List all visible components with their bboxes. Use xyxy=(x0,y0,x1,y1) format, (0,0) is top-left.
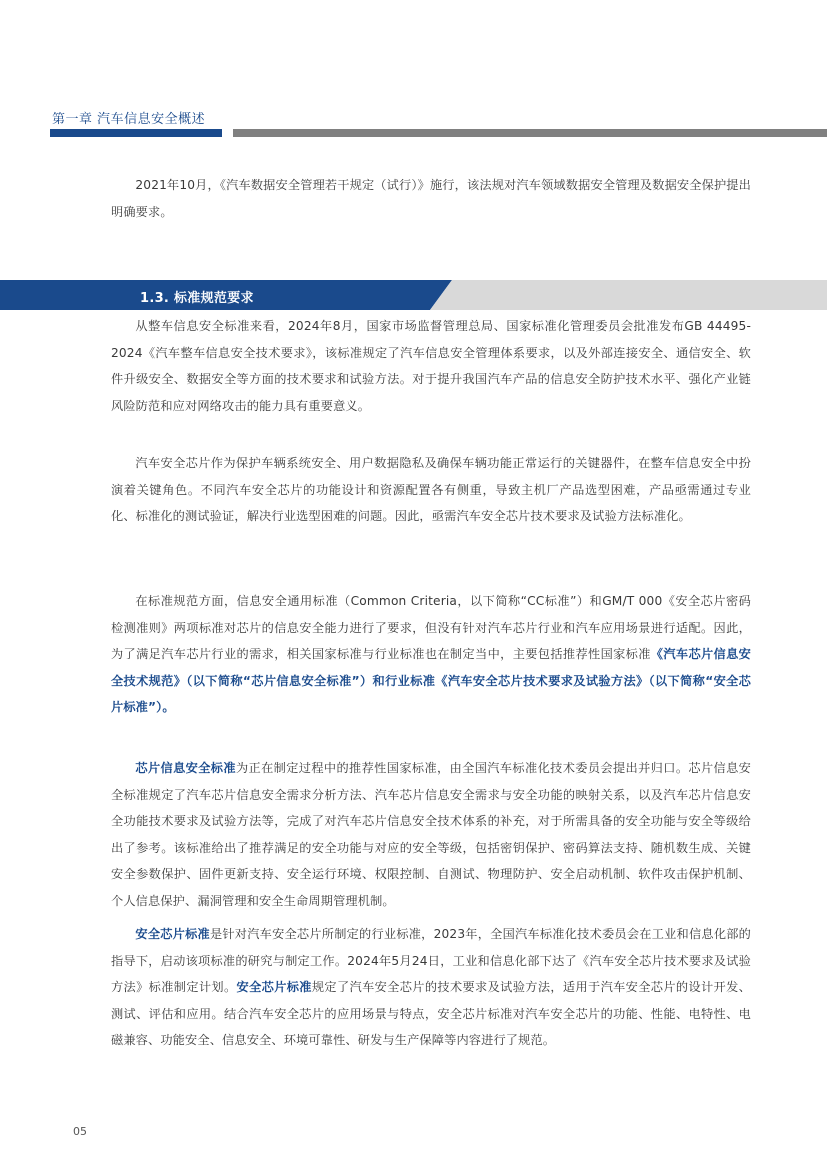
paragraph-5-text-1: 是针对汽车安全芯片所制定的行业标准，2023年，全国汽车标准化技术委员会在工业和信息化部的指导下，启动该项标准的研究与制定工作。2024年5月24日，工业和信息化部下达了《汽车安全芯片技术要求及试验方法》标准制定计划。 xyxy=(111,927,752,994)
page-number: 05 xyxy=(73,1125,87,1138)
intro-paragraph: 2021年10月，《汽车数据安全管理若干规定（试行）》施行，该法规对汽车领域数据安全管理及数据安全保护提出明确要求。 xyxy=(111,178,751,219)
body-paragraph-5 xyxy=(111,921,751,1054)
paragraph-5-highlight-2: 安全芯片标准 xyxy=(236,980,312,994)
chapter-title: 第一章 汽车信息安全概述 xyxy=(52,112,206,127)
paragraph-5-text-2: 规定了汽车安全芯片的技术要求及试验方法，适用于汽车安全芯片的设计开发、测试、评估和应用。结合汽车安全芯片的应用场景与特点，安全芯片标准对汽车安全芯片的功能、性能、电特性、电磁兼容、功能安全、信息安全、环境可靠性、研发与生产保障等内容进行了规范。 xyxy=(111,980,752,1047)
chapter-accent-bar xyxy=(50,129,222,137)
section-band-shape xyxy=(0,280,827,310)
section-title: 1.3. 标准规范要求 xyxy=(140,291,254,306)
section-header-band xyxy=(0,280,827,310)
paragraph-3-text: 在标准规范方面，信息安全通用标准（Common Criteria，以下简称“CC标准”）和GM/T 000《安全芯片密码检测准则》两项标准对芯片的信息安全能力进行了要求，但没有针对汽车芯片行业和汽车应用场景进行适配。因此，为了满足汽车芯片行业的需求，相关国家标准与行业标准也在制定当中，主要包括推荐性国家标准 xyxy=(111,594,751,661)
body-paragraph-4 xyxy=(111,755,751,914)
paragraph-4-highlight: 芯片信息安全标准 xyxy=(135,761,236,775)
chapter-divider-bar xyxy=(233,129,827,137)
body-paragraph-2: 汽车安全芯片作为保护车辆系统安全、用户数据隐私及确保车辆功能正常运行的关键器件，在整车信息安全中扮演着关键角色。不同汽车安全芯片的功能设计和资源配置各有侧重，导致主机厂产品选型困难，产品亟需通过专业化、标准化的测试验证，解决行业选型困难的问题。因此，亟需汽车安全芯片技术要求及试验方法标准化。 xyxy=(111,456,751,523)
paragraph-3-highlight: 《汽车芯片信息安全技术规范》（以下简称“芯片信息安全标准”）和行业标准《汽车安全芯片技术要求及试验方法》（以下简称“安全芯片标准”）。 xyxy=(111,647,752,714)
paragraph-4-text: 为正在制定过程中的推荐性国家标准，由全国汽车标准化技术委员会提出并归口。芯片信息安全标准规定了汽车芯片信息安全需求分析方法、汽车芯片信息安全需求与安全功能的映射关系，以及汽车芯片信息安全功能技术要求及试验方法等，完成了对汽车芯片信息安全技术体系的补充，对于所需具备的安全功能与安全等级给出了参考。该标准给出了推荐满足的安全功能与对应的安全等级，包括密钥保护、密码算法支持、随机数生成、关键安全参数保护、固件更新支持、安全运行环境、权限控制、自测试、物理防护、安全启动机制、软件攻击保护机制、个人信息保护、漏洞管理和安全生命周期管理机制。 xyxy=(111,761,751,908)
body-paragraph-3 xyxy=(111,588,751,721)
body-paragraph-1: 从整车信息安全标准来看，2024年8月，国家市场监督管理总局、国家标准化管理委员会批准发布GB 44495-2024《汽车整车信息安全技术要求》，该标准规定了汽车信息安全管理体系要求，以及外部连接安全、通信安全、软件升级安全、数据安全等方面的技术要求和试验方法。对于提升我国汽车产品的信息安全防护技术水平、强化产业链风险防范和应对网络攻击的能力具有重要意义。 xyxy=(111,319,751,413)
paragraph-5-highlight-1: 安全芯片标准 xyxy=(135,927,210,941)
